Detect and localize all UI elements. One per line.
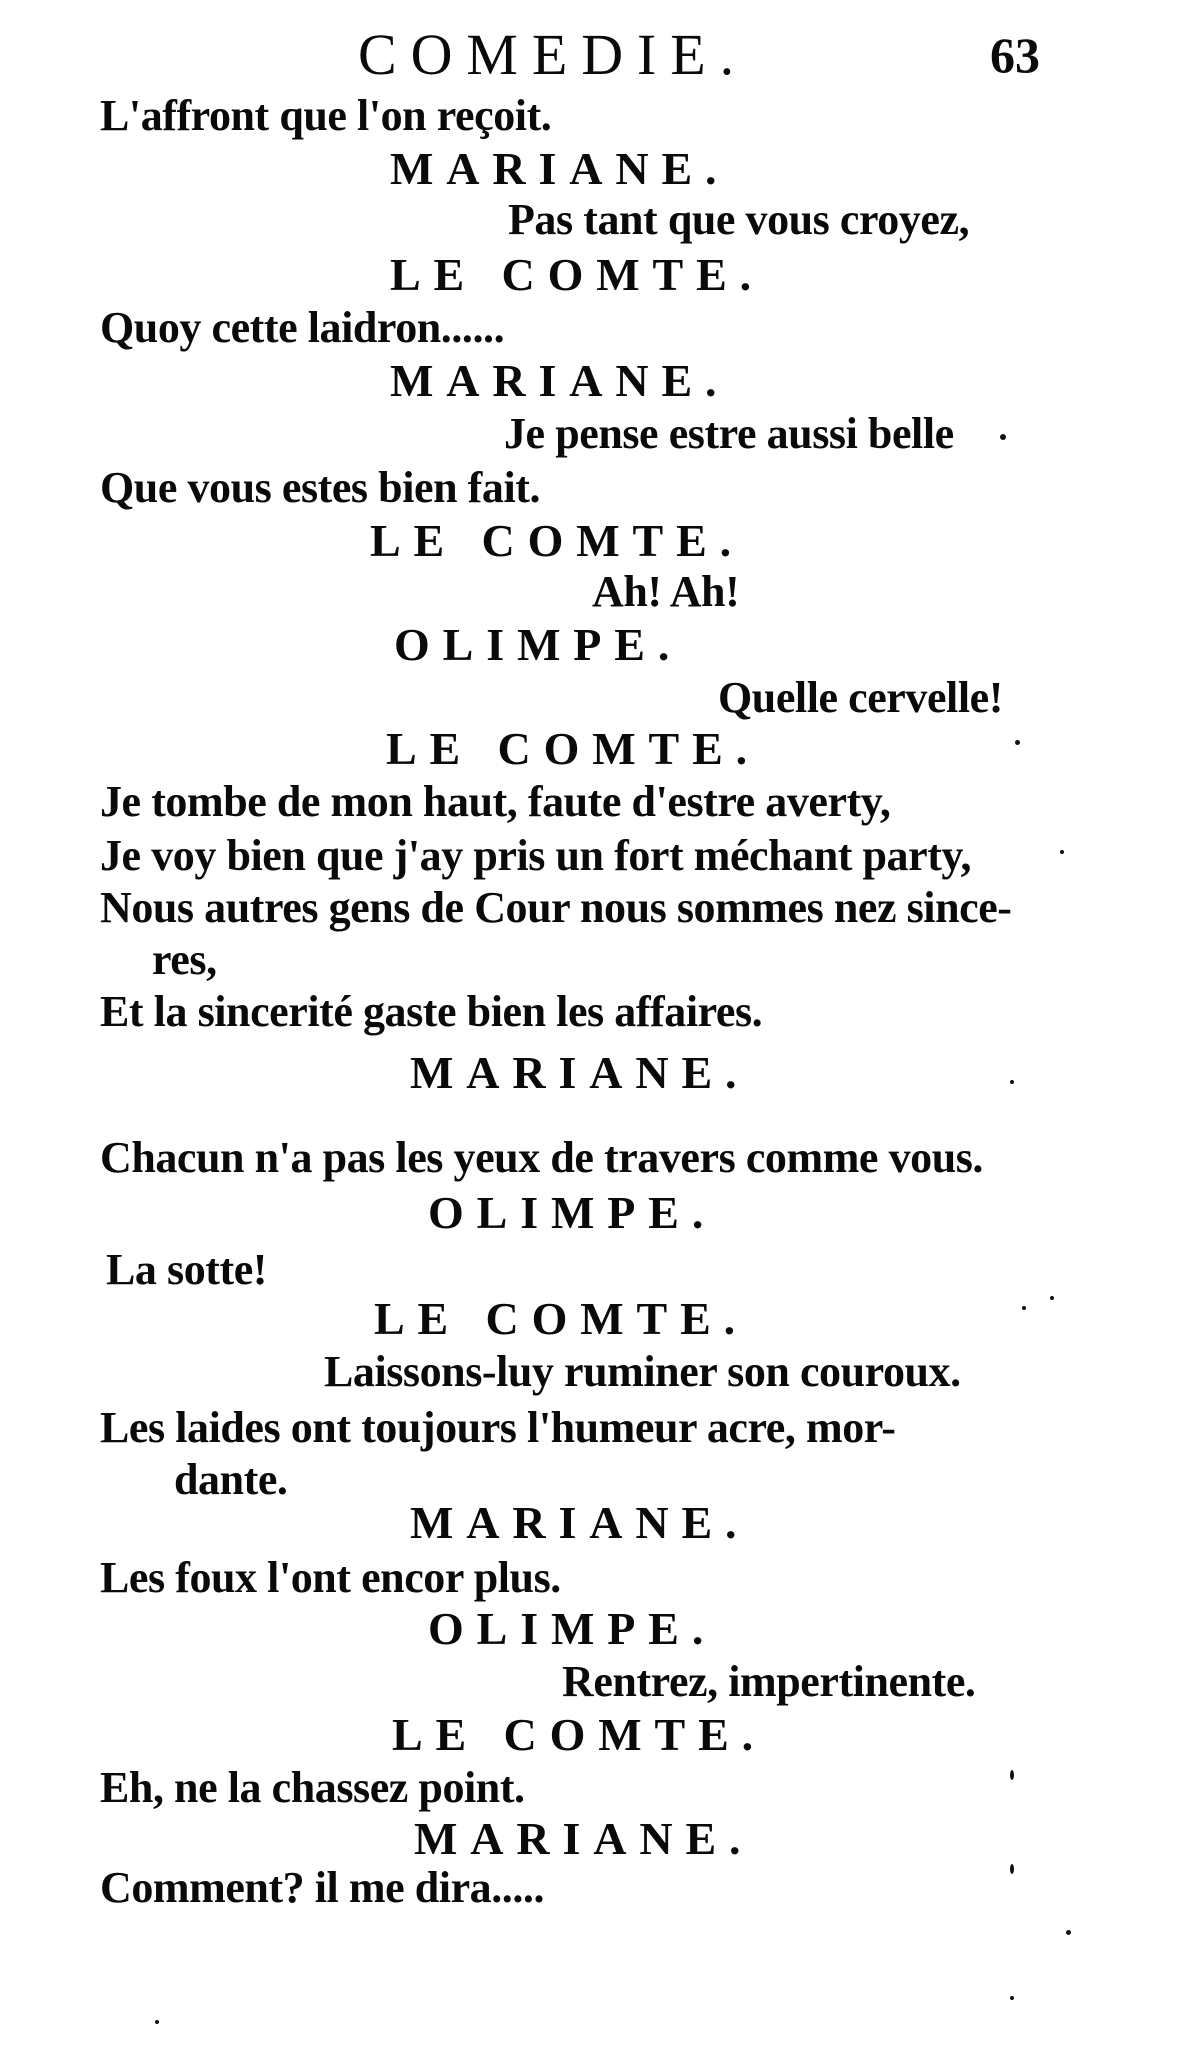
speaker-name: LE COMTE. bbox=[374, 1293, 749, 1344]
verse-line: Les laides ont toujours l'humeur acre, mor- bbox=[100, 1403, 896, 1452]
ink-speck bbox=[1066, 1930, 1071, 1935]
verse-line: Nous autres gens de Cour nous sommes nez since- bbox=[100, 883, 1012, 932]
verse-line: Je tombe de mon haut, faute d'estre averty, bbox=[100, 777, 891, 826]
ink-speck bbox=[1010, 1080, 1014, 1084]
speaker-name: OLIMPE. bbox=[428, 1187, 717, 1238]
verse-line: dante. bbox=[174, 1455, 288, 1504]
verse-line: Quelle cervelle! bbox=[718, 673, 1003, 722]
speaker-name: MARIANE. bbox=[390, 143, 730, 194]
speaker-name: MARIANE. bbox=[390, 355, 730, 406]
verse-line: Rentrez, impertinente. bbox=[562, 1657, 976, 1706]
speaker-name: OLIMPE. bbox=[394, 619, 683, 670]
speaker-name: LE COMTE. bbox=[390, 249, 765, 300]
ink-speck bbox=[1000, 434, 1006, 440]
ink-speck bbox=[1010, 1770, 1014, 1780]
verse-line: Je pense estre aussi belle bbox=[504, 409, 954, 458]
speaker-name: OLIMPE. bbox=[428, 1603, 717, 1654]
verse-line: res, bbox=[152, 935, 217, 984]
verse-line: Les foux l'ont encor plus. bbox=[100, 1553, 561, 1602]
ink-speck bbox=[1050, 1296, 1054, 1300]
verse-line: Quoy cette laidron...... bbox=[100, 303, 505, 352]
verse-line: L'affront que l'on reçoit. bbox=[100, 91, 552, 140]
speaker-name: LE COMTE. bbox=[392, 1709, 767, 1760]
verse-line: Eh, ne la chassez point. bbox=[100, 1763, 525, 1812]
verse-line: Comment? il me dira..... bbox=[100, 1863, 545, 1912]
verse-line: Que vous estes bien fait. bbox=[100, 463, 541, 512]
ink-speck bbox=[1010, 1996, 1014, 2000]
verse-line: Chacun n'a pas les yeux de travers comme vous. bbox=[100, 1133, 983, 1182]
speaker-name: MARIANE. bbox=[410, 1047, 750, 1098]
ink-speck bbox=[1060, 850, 1064, 854]
ink-speck bbox=[1015, 740, 1020, 745]
verse-line: Et la sincerité gaste bien les affaires. bbox=[100, 987, 763, 1036]
ink-speck bbox=[1010, 1864, 1014, 1874]
running-title: COMEDIE. bbox=[358, 22, 749, 87]
ink-speck bbox=[155, 2020, 159, 2024]
speaker-name: MARIANE. bbox=[414, 1813, 754, 1864]
verse-line: Je voy bien que j'ay pris un fort méchant party, bbox=[100, 831, 972, 880]
verse-line: Pas tant que vous croyez, bbox=[508, 195, 970, 244]
ink-speck bbox=[1022, 1306, 1026, 1310]
verse-line: Ah! Ah! bbox=[592, 567, 740, 616]
verse-line: Laissons-luy ruminer son couroux. bbox=[324, 1347, 961, 1396]
speaker-name: LE COMTE. bbox=[386, 723, 761, 774]
speaker-name: MARIANE. bbox=[410, 1497, 750, 1548]
speaker-name: LE COMTE. bbox=[370, 515, 745, 566]
verse-line: La sotte! bbox=[106, 1245, 267, 1294]
page-number: 63 bbox=[990, 27, 1040, 83]
